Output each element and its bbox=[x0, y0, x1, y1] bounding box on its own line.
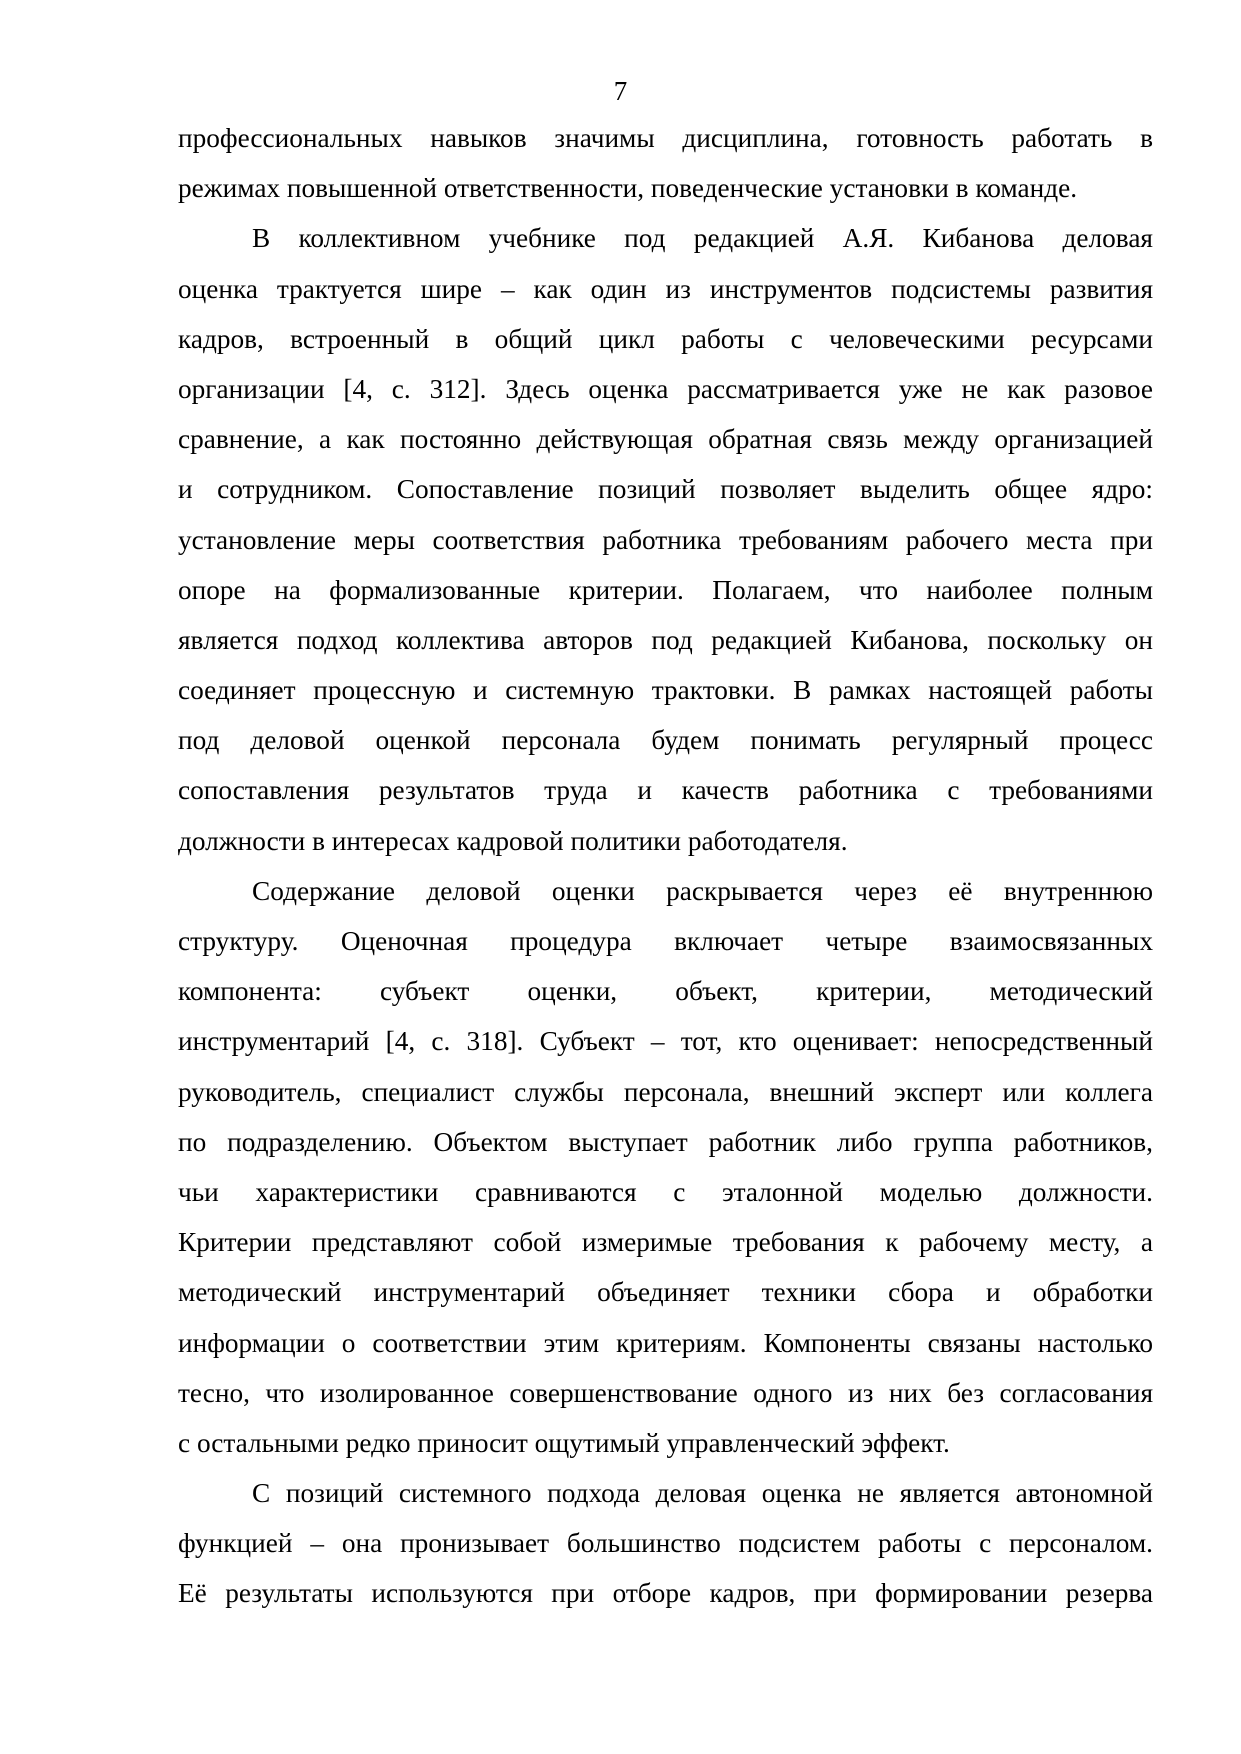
text-line: сравнение, а как постоянно действующая обратная связь между организацией bbox=[178, 424, 1153, 455]
text-line: С позиций системного подхода деловая оценка не является автономной bbox=[252, 1478, 1153, 1509]
text-line: оценка трактуется шире – как один из инструментов подсистемы развития bbox=[178, 273, 1153, 304]
text-line: соединяет процессную и системную трактовки. В рамках настоящей работы bbox=[178, 675, 1153, 706]
text-line: функцией – она пронизывает большинство подсистем работы с персоналом. bbox=[178, 1528, 1153, 1559]
text-line: должности в интересах кадровой политики работодателя. bbox=[178, 825, 848, 856]
body-text bbox=[178, 113, 1153, 1619]
text-line: под деловой оценкой персонала будем понимать регулярный процесс bbox=[178, 725, 1153, 756]
text-line: является подход коллектива авторов под редакцией Кибанова, поскольку он bbox=[178, 624, 1153, 655]
text-line: по подразделению. Объектом выступает работник либо группа работников, bbox=[178, 1126, 1153, 1157]
page-number: 7 bbox=[613, 76, 628, 106]
text-line: опоре на формализованные критерии. Полагаем, что наиболее полным bbox=[178, 574, 1153, 605]
text-line: компонента: субъект оценки, объект, критерии, методический bbox=[178, 976, 1153, 1007]
text-line: установление меры соответствия работника требованиям рабочего места при bbox=[178, 524, 1153, 555]
text-line: кадров, встроенный в общий цикл работы с человеческими ресурсами bbox=[178, 323, 1153, 354]
text-line: Её результаты используются при отборе кадров, при формировании резерва bbox=[178, 1578, 1153, 1609]
text-line: информации о соответствии этим критериям. Компоненты связаны настолько bbox=[178, 1327, 1153, 1358]
text-line: инструментарий [4, с. 318]. Субъект – тот, кто оценивает: непосредственный bbox=[178, 1026, 1153, 1057]
text-line: структуру. Оценочная процедура включает четыре взаимосвязанных bbox=[178, 926, 1153, 956]
text-line: Критерии представляют собой измеримые требования к рабочему месту, а bbox=[178, 1227, 1153, 1258]
text-line: профессиональных навыков значимы дисциплина, готовность работать в bbox=[178, 123, 1153, 153]
text-line: методический инструментарий объединяет техники сбора и обработки bbox=[178, 1277, 1153, 1308]
text-line: Содержание деловой оценки раскрывается через её внутреннюю bbox=[252, 875, 1153, 906]
text-line: с остальными редко приносит ощутимый управленческий эффект. bbox=[178, 1427, 950, 1458]
text-line: В коллективном учебнике под редакцией А.Я. Кибанова деловая bbox=[252, 223, 1153, 254]
text-line: руководитель, специалист службы персонала, внешний эксперт или коллега bbox=[178, 1076, 1153, 1107]
text-line: тесно, что изолированное совершенствование одного из них без согласования bbox=[178, 1377, 1153, 1408]
text-line: организации [4, с. 312]. Здесь оценка рассматривается уже не как разовое bbox=[178, 373, 1153, 404]
text-line: сопоставления результатов труда и качеств работника с требованиями bbox=[178, 775, 1153, 806]
text-line: и сотрудником. Сопоставление позиций позволяет выделить общее ядро: bbox=[178, 474, 1153, 505]
text-line: режимах повышенной ответственности, поведенческие установки в команде. bbox=[178, 173, 1078, 204]
text-line: чьи характеристики сравниваются с эталонной моделью должности. bbox=[178, 1176, 1153, 1207]
